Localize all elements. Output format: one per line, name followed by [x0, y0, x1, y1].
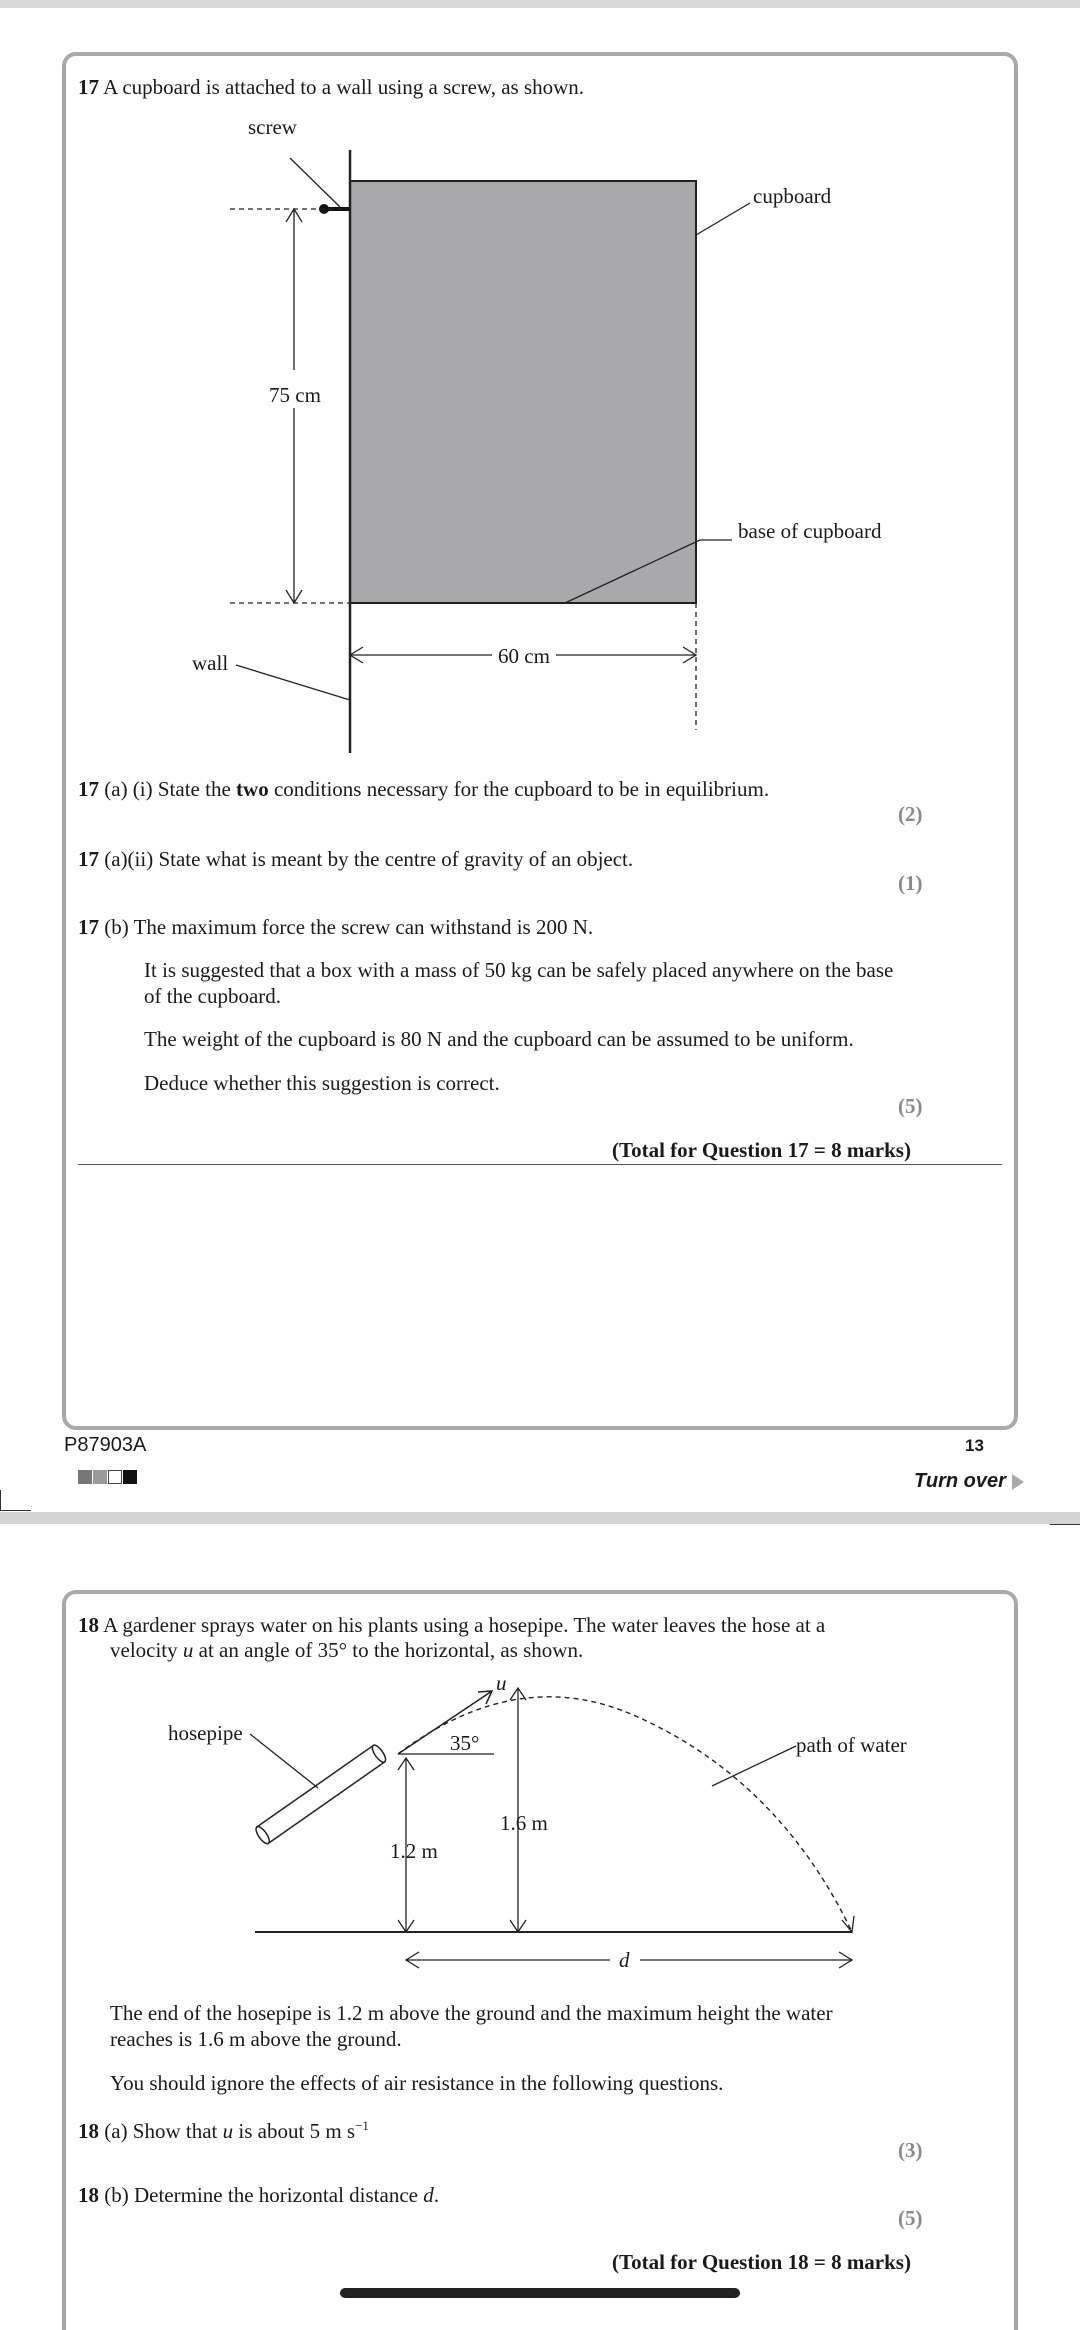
label-hosepipe: hosepipe — [168, 1721, 243, 1745]
q17-a-ii — [78, 846, 978, 872]
crop-mark-left — [0, 1490, 31, 1511]
label-screw: screw — [248, 115, 297, 139]
hosepipe-shape — [254, 1743, 388, 1845]
cupboard-diagram — [0, 110, 1080, 760]
q17-a-i — [78, 776, 978, 802]
q18-b: 18 (b) Determine the horizontal distance d. — [78, 2183, 439, 2207]
q17-a-ii-text: (a)(ii) State what is meant by the centre of gravity of an object. — [104, 847, 634, 871]
q17-b-text: (b) The maximum force the screw can withstand is 200 N. — [104, 915, 594, 939]
turn-over-arrow-icon — [1012, 1474, 1024, 1490]
label-height-1-6: 1.6 m — [500, 1811, 548, 1835]
turn-over-label: Turn over — [914, 1470, 1006, 1492]
q17-b-number: 17 — [78, 915, 99, 939]
label-base-of-cupboard: base of cupboard — [738, 519, 882, 543]
crop-mark-right — [1050, 1524, 1080, 1551]
q17-b-paragraph-1: It is suggested that a box with a mass of 50 kg can be safely placed anywhere on the base of the cupboard. — [144, 958, 894, 1008]
q18-a-marks: (3) — [898, 2138, 923, 2162]
q18-a-u-symbol: u — [222, 2119, 234, 2143]
q18-total: (Total for Question 18 = 8 marks) — [612, 2250, 911, 2274]
label-wall: wall — [192, 651, 229, 675]
cupboard-body — [350, 181, 696, 603]
label-height-1-2: 1.2 m — [390, 1839, 438, 1863]
label-width: 60 cm — [498, 644, 550, 668]
q17-b-paragraph-3: Deduce whether this suggestion is correct. — [144, 1071, 500, 1095]
q17-divider — [78, 1164, 1002, 1165]
q18-number: 18 — [78, 1613, 99, 1637]
q18-b-number: 18 — [78, 2183, 99, 2207]
q17-intro-text: A cupboard is attached to a wall using a screw, as shown. — [103, 75, 585, 99]
q17-a-i-prefix: (a) (i) State the — [104, 777, 231, 801]
label-height: 75 cm — [269, 383, 321, 407]
q17-a-ii-marks: (1) — [898, 871, 923, 895]
q18-u-symbol: u — [182, 1638, 194, 1662]
q18-a-exponent: −1 — [355, 2118, 369, 2133]
paper-code: P87903A — [64, 1434, 147, 1456]
q18-intro-text-1: A gardener sprays water on his plants using a hosepipe. The water leaves the hose at a — [103, 1613, 826, 1637]
q17-a-i-number: 17 — [78, 777, 99, 801]
q17-a-ii-number: 17 — [78, 847, 99, 871]
q17-b-paragraph-2: The weight of the cupboard is 80 N and the cupboard can be assumed to be uniform. — [144, 1027, 854, 1051]
q17-number: 17 — [78, 75, 99, 99]
q18-paragraph-1: The end of the hosepipe is 1.2 m above the ground and the maximum height the water reaches is 1.6 m above the ground. — [110, 2001, 833, 2051]
q17-b — [78, 914, 978, 940]
q18-paragraph-2: You should ignore the effects of air resistance in the following questions. — [110, 2071, 724, 2095]
q17-b-marks: (5) — [898, 1094, 923, 1118]
q18-a: 18 (a) Show that u is about 5 m $s^{-1}$ — [78, 2118, 369, 2143]
label-cupboard: cupboard — [753, 184, 832, 208]
page-separator — [0, 1512, 1080, 1524]
q18-b-marks: (5) — [898, 2206, 923, 2230]
label-u: u — [496, 1671, 507, 1695]
q17-a-i-bold: two — [236, 777, 269, 801]
q17-a-i-marks: (2) — [898, 802, 923, 826]
label-d: d — [619, 1948, 630, 1972]
q17-total: (Total for Question 17 = 8 marks) — [612, 1138, 911, 1162]
q18-a-number: 18 — [78, 2119, 99, 2143]
home-indicator[interactable] — [340, 2288, 740, 2298]
q18-b-d-symbol: d — [423, 2183, 434, 2207]
q17-a-i-suffix: conditions necessary for the cupboard to be in equilibrium. — [273, 777, 770, 801]
q18-intro-line-1 — [78, 1612, 998, 1638]
printer-marks — [78, 1470, 142, 1484]
label-path-of-water: path of water — [796, 1733, 907, 1757]
label-angle: 35° — [450, 1731, 480, 1755]
q17-intro — [78, 74, 978, 100]
top-scroll-edge — [0, 0, 1080, 8]
page-number: 13 — [965, 1436, 984, 1455]
q18-intro-line-2: velocity u at an angle of 35° to the horizontal, as shown. — [110, 1638, 584, 1662]
hosepipe-diagram — [0, 1670, 1080, 1990]
